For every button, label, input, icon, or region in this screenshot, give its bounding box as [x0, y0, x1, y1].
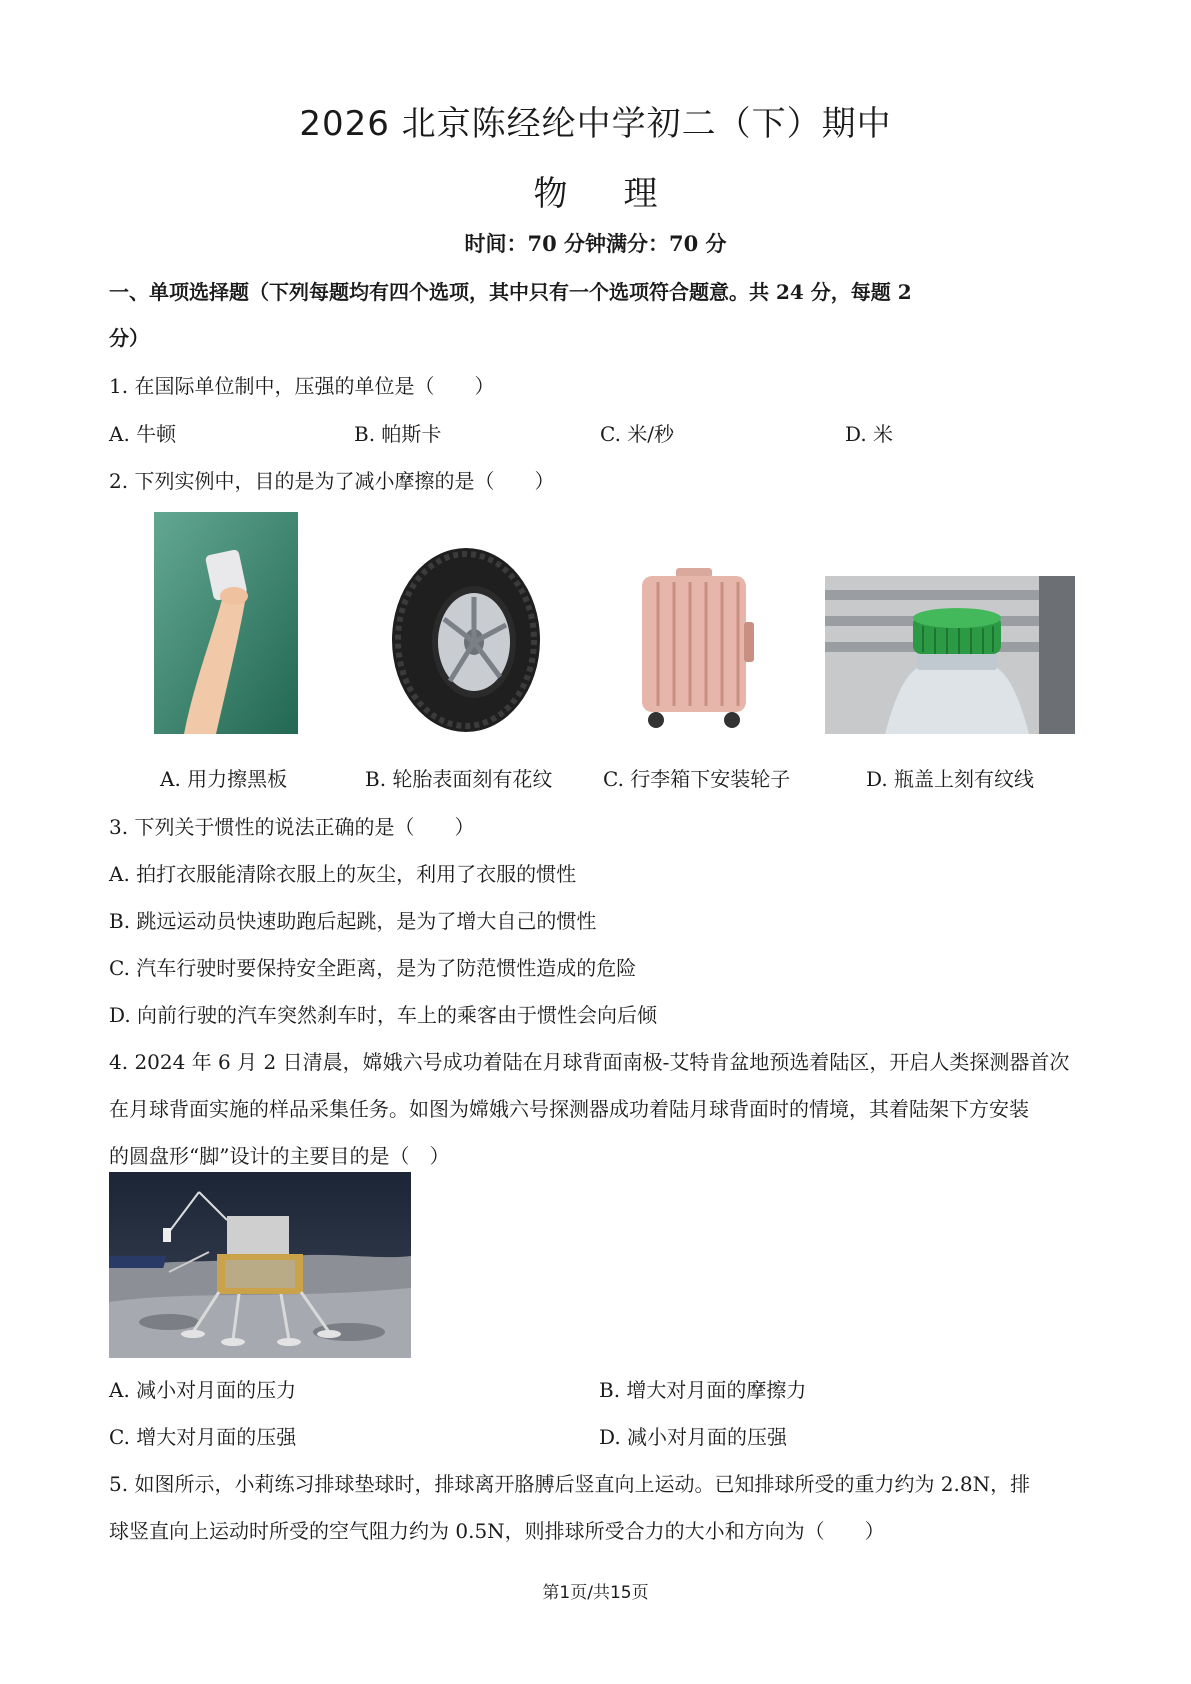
blackboard-erasing-image: [154, 512, 298, 734]
q2-option-a: A. 用力擦黑板: [160, 767, 288, 791]
section-heading: 一、单项选择题（下列每题均有四个选项，其中只有一个选项符合题意。共 24 分，每题 2: [109, 280, 912, 304]
q4-option-a: A. 减小对月面的压力: [109, 1378, 297, 1402]
section-heading-cont: 分）: [109, 326, 149, 350]
q1-option-c: C. 米/秒: [600, 422, 675, 446]
q2-option-b: B. 轮胎表面刻有花纹: [365, 767, 553, 791]
q1-option-b: B. 帕斯卡: [354, 422, 442, 446]
q3-option-b: B. 跳远运动员快速助跑后起跳，是为了增大自己的惯性: [109, 909, 597, 933]
question-5-stem-line2: 球竖直向上运动时所受的空气阻力约为 0.5N，则排球所受合力的大小和方向为（ ）: [109, 1519, 885, 1543]
q1-option-a: A. 牛顿: [109, 422, 177, 446]
q4-option-d: D. 减小对月面的压强: [599, 1425, 788, 1449]
suitcase-image: [634, 562, 766, 732]
question-5-stem-line1: 5. 如图所示，小莉练习排球垫球时，排球离开胳膊后竖直向上运动。已知排球所受的重力约为 2.8N，排: [109, 1472, 1031, 1496]
q4-option-b: B. 增大对月面的摩擦力: [599, 1378, 807, 1402]
tire-image: [388, 545, 543, 735]
question-2-stem: 2. 下列实例中，目的是为了减小摩擦的是（ ）: [109, 469, 555, 493]
q2-option-d: D. 瓶盖上刻有纹线: [866, 767, 1035, 791]
q4-option-c: C. 增大对月面的压强: [109, 1425, 297, 1449]
q3-option-c: C. 汽车行驶时要保持安全距离，是为了防范惯性造成的危险: [109, 956, 637, 980]
lunar-lander-image: [109, 1172, 411, 1358]
q3-option-a: A. 拍打衣服能清除衣服上的灰尘，利用了衣服的惯性: [109, 862, 577, 886]
question-4-stem-line2: 在月球背面实施的样品采集任务。如图为嫦娥六号探测器成功着陆月球背面时的情境，其着陆架下方安装: [109, 1097, 1029, 1121]
q2-option-c: C. 行李箱下安装轮子: [603, 767, 791, 791]
time-info: 时间：70 分钟满分：70 分: [464, 231, 727, 256]
question-1-stem: 1. 在国际单位制中，压强的单位是（ ）: [109, 374, 495, 398]
exam-title: 2026 北京陈经纶中学初二（下）期中: [299, 104, 892, 144]
page-number: 第1页/共15页: [542, 1583, 649, 1603]
question-4-stem-line1: 4. 2024 年 6 月 2 日清晨，嫦娥六号成功着陆在月球背面南极-艾特肯盆地预选着陆区，开启人类探测器首次: [109, 1050, 1070, 1074]
q1-option-d: D. 米: [845, 422, 894, 446]
bottle-cap-image: [825, 576, 1075, 734]
question-3-stem: 3. 下列关于惯性的说法正确的是（ ）: [109, 815, 475, 839]
subject-title: 物理: [533, 174, 714, 214]
question-4-stem-line3: 的圆盘形“脚”设计的主要目的是（ ）: [109, 1144, 450, 1168]
q3-option-d: D. 向前行驶的汽车突然刹车时，车上的乘客由于惯性会向后倾: [109, 1003, 658, 1027]
